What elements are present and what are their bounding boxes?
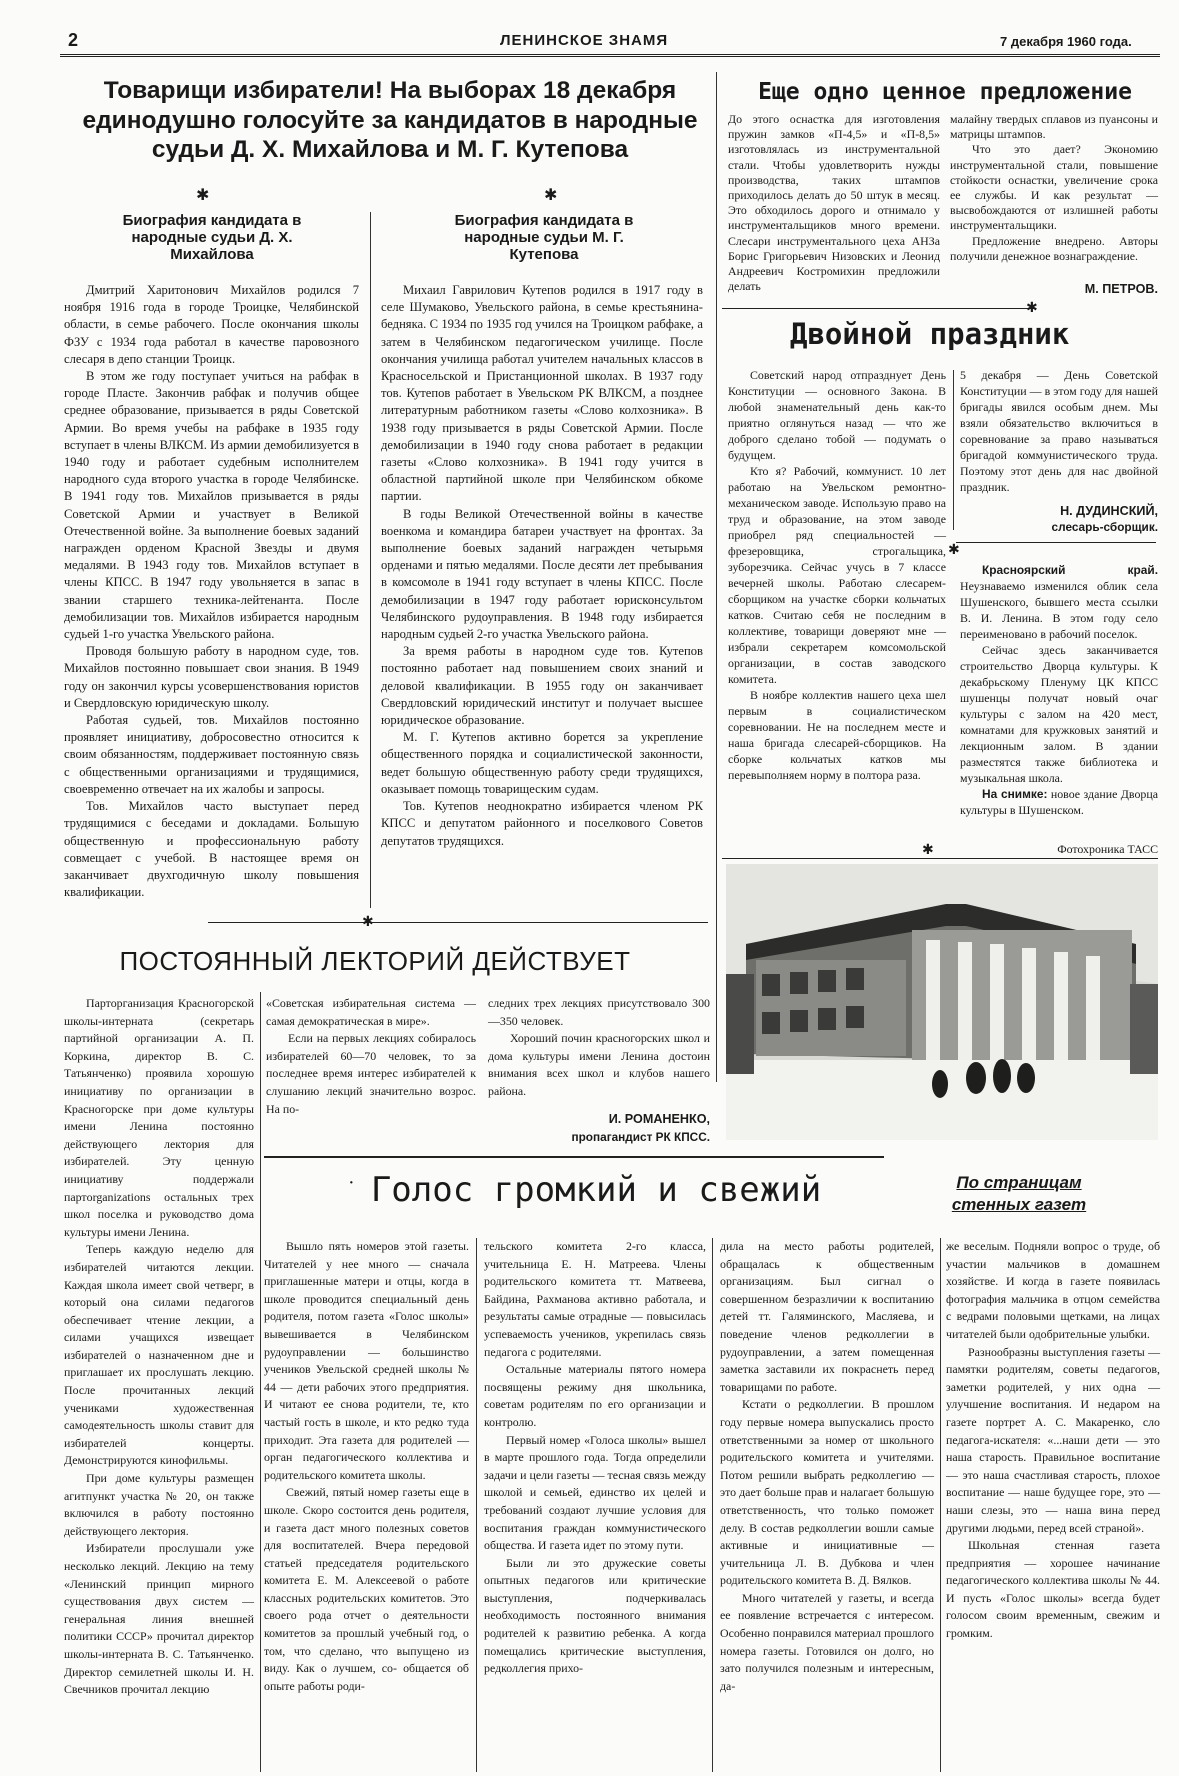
krasnoyarsk-lead: Красноярский край. [982,563,1158,577]
voice-divider-3 [940,1238,941,1772]
voice-col1-p1: Вышло пять номеров этой газеты. Читателей у нее много — сначала приглашенные матери и отцы, когда в школе проводится специальный день родителя, потом газета «Голос школы» вывешивается в Челябинском рудоуправлении — большинство учеников Увельской средней школы № 44 — дети рабочих этого предприятия. И читают ее снова родители, те, кто частый гость в школе, и кто редко туда приходит. Эта газета для родителей — орган педагогического коллектива и родительского комитета школы. [264,1239,469,1482]
voice-col3-p2: Кстати о редколлегии. В прошлом году первые номера выпускались просто ответственными за номер от школьного родительского комитета и учителями. Потом решили выбрать редколлегию — это дает больше прав и налагает большую ответственность, что только поможет делу. В состав редколлегии вошли самые активные и инициативные — учительница Л. В. Дубкова и член родительского комитета В. Д. Вялков. [720,1397,934,1588]
photo-ornament: ✱ [922,843,934,858]
lecture-ornament: ✱ [362,915,374,930]
holiday-col2: 5 декабря — День Советской Конституции — в этом году для нашей бригады явился особым днем. Мы взяли обязательство включиться в соревнование за право называться бригадой коммунистического труда. Поэтому этот день для нас двойной праздник. [960,368,1158,494]
stennye-gazety-title: По страницам стенных газет [951,1173,1087,1214]
page-number: 2 [68,30,79,50]
photo-caption [960,786,1158,818]
krasnoyarsk-ornament: ✱ [948,543,960,558]
voice-col4-p3: Школьная стенная газета предприятия — хорошее начинание педагогического коллектива школы № 44. И пусть «Голос школы» всегда будет голосом своим временным, свежим и громким. [946,1538,1160,1641]
bio-kutepov-title: Биография кандидата в народные судьи М. Г. Кутепова [454,212,634,263]
bio-kutepov-p5: Тов. Кутепов неоднократно избирается членом РК КПСС и депутатом районного и поселкового Советов депутатов трудящихся. [381,799,703,848]
masthead-rule [60,54,1160,57]
palace-of-culture-photo [726,864,1158,1140]
holiday-end-rule [956,542,1156,543]
lecture-col2-p1: «Советская избирательная система — самая демократическая в мире». [266,996,476,1028]
holiday-col1 [728,367,946,783]
voice-col2-p1: тельского комитета 2-го класса, учительница Е. Н. Матреева. Члены родительского комитета тт. Матвеева, Байдина, Рахманова активно работала, и результаты самые отрадные — повысилась успеваемость учеников, укрепилась связь педагога с родителями. [484,1239,706,1359]
voice-col3-p1: дила на место работы родителей, обращалась к общественным организациям. Был сигнал о совершенном безразличии к воспитанию детей тт. Галяминского, Масляева, и поведение членов редколлегии в рудоуправлении, а затем помещенная заметка заставили их покраснеть перед товарищами по работе. [720,1239,934,1394]
lecture-col2-p2: Если на первых лекциях собиралось избирателей 60—70 человек, то за последнее время интерес избирателей к слушанию лекций значительно возрос. На по- [266,1031,476,1116]
proposal-rule [722,308,1034,309]
bio-kutepov-p2: В годы Великой Отечественной войны в качестве военкома и командира батареи участвует на фронтах. За выполнение боевых заданий награжден четырьмя орденами и пятью медалями. После десяти лет пребывания в комсомоле в 1941 году вступает в члены КПСС. После демобилизации в 1947 году работает юрисконсультом Челябинского рудоуправления. В 1948 году избирается народным судьей 2-го участка Увельского района. [381,506,703,642]
voice-top-rule [264,1156,884,1158]
holiday-col1-p3: В ноябре коллектив нашего цеха шел первым в социалистическом соревновании. Не на последнем месте и наша бригада слесарей-сборщиков. На сборке кольчатых катков мы перевыполняем норму в полтора раза. [728,688,946,782]
proposal-col2-p2: Что это дает? Экономию инструментальной стали, повышение стойкости оснастки, увеличение срока ее службы. И как результат — высвобождаются от излишней работы инструментальщики. [950,142,1158,233]
paper-name: ЛЕНИНСКОЕ ЗНАМЯ [500,32,669,49]
voice-headline: Голос громкий и свежий [370,1170,822,1210]
proposal-col1: До этого оснастка для изготовления пружин замков «П-4,5» и «П-8,5» изготовлялась из инструментальной стали. Чтобы удовлетворить нужды производства, таких штампов приходилось делать до 50 штук в месяц. Это обходилось дорого и отнимало у инструментальщиков много времени. Слесари инструментального цеха АНЗа Борис Григорьевич Низовских и Леонид Андреевич Костромихин предложили делать [728,112,940,294]
voice-col4-p1: же веселым. Подняли вопрос о труде, об участии мальчиков в домашнем хозяйстве. И когда в газете появилась фотография мальчика в отцом семейства с ведрами половыми щетками, на лицах читателей были одобрительные улыбки. [946,1239,1160,1341]
krasnoyarsk-text [960,562,1158,818]
holiday-col1-p1: Советский народ отпразднует День Конституции — основного Закона. В любой знаменательный день как-то приятно оглянуться назад — что же доброго сделано тобой — подумать о будущем. [728,368,946,462]
bio-mikhailov-p1: Дмитрий Харитонович Михайлов родился 7 ноября 1916 года в городе Троицке, Челябинской области, в семье рабочего. После окончания школы ФЗУ с 1934 года работал в качестве паровозного слесаря в депо станции Троицк. [64,283,359,366]
krasnoyarsk-p2: Сейчас здесь заканчивается строительство Дворца культуры. К декабрьскому Пленуму ЦК КПСС шушенцы получат новый очаг культуры с залом на 420 мест, комнатами для кружковых занятий и лекционным залом. В здании разместятся также библиотека и музыкальная школа. [960,643,1158,785]
lecture-col1-p1: Парторганизация Красногорской школы-интерната (секретарь партийной организации А. П. Коркина, директор В. С. Татьянченко) проявила хорошую инициативу по организации в Красногорске при доме культуры имени Ленина постоянно действующего лектория для избирателей. Эту ценную инициативу поддержали партorganizations остальных трех школ поселка и руководство дома культуры имени Ленина. [64,996,254,1239]
lecture-top-rule [208,922,708,923]
krasnoyarsk-p1 [960,562,1158,642]
bio-mikhailov-text [64,282,359,901]
voice-col2-p3: Первый номер «Голоса школы» вышел в марте прошлого года. Тогда определили задачи и цели газеты — тесная связь между школой и семьей, единство их целей и требований создают лучшие условия для воспитания граждан коммунистического общества. И газета идет по этому пути. [484,1432,706,1553]
photo-caption-lead: На снимке: [982,787,1048,801]
voice-col2-p4: Были ли это дружеские советы опытных педагогов или критические выступления, подчеркивалась необходимость постоянного внимания родителей к развитию ребенка. А когда помещались критические выступления, редколлегия прихо- [484,1555,706,1676]
bio-mikhailov-p4: Работая судьей, тов. Михайлов постоянно проявляет инициативу, добросовестно относится к своим обязанностям, поддерживает постоянную связь с общественными организациями и трудящимися, своевременно отвечает на их жалобы и запросы. [64,713,359,796]
holiday-signature-role: слесарь-сборщик. [1051,520,1158,534]
holiday-divider [953,370,954,530]
voice-col4 [946,1238,1160,1643]
proposal-signature: М. ПЕТРОВ. [1084,282,1158,296]
holiday-col1-p2: Кто я? Рабочий, коммунист. 10 лет работаю на Увельском ремонтно-механическом заводе. Использую право на труд и образование, на этом заводе приобрел ряд специальностей — фрезеровщика, строгальщика, зуборезчика. Сейчас учусь в 7 классе вечерней школы. Работаю слесарем-сборщиком на участке сборки кольчатых катков. Считаю себя не последним в коллективе, товарищи доверяют мне — избрали секретарем комсомольской организации, в состав заводского комитета. [728,464,946,686]
lecture-divider-1 [260,992,261,1772]
main-vertical-divider [716,72,717,1082]
voice-col4-p2: Разнообразны выступления газеты — памятки родителям, советы педагогов, заметки родителей, у них одна — улучшение воспитания. И недаром на газете портрет А. С. Макаренко, сло педагога-искателя: «...наши дети — это наша старость. Правильное воспитание — это наша счастливая старость, плохое воспитание — наше будущее горе, это — наши слезы, это — наша вина перед другими людьми, перед всей страной». [946,1344,1160,1535]
star-ornament-left: ✱ [196,187,210,204]
bio-kutepov-text [381,282,703,850]
lecture-col1-p3: При доме культуры размещен агитпункт участка № 20, он также включился в работу постоянно действующего лектория. [64,1471,254,1538]
election-headline: Товарищи избиратели! На выборах 18 декабря единодушно голосуйте за кандидатов в народные судьи Д. Х. Михайлова и М. Г. Кутепова [82,77,698,163]
voice-bullet: · [348,1172,355,1194]
lecture-col1-p2: Теперь каждую неделю для избирателей читаются лекции. Каждая школа имеет свой четверг, в который она силами педагогов обеспечивает чтение лекции, а силами учащихся извещает избирателей о назначенном дне и приглашает их прослушать лекцию. После прочитанных лекций учениками художественная самодеятельность школы ставит для избирателей концерты. Демонстрируются кинофильмы. [64,1242,254,1468]
voice-divider-2 [712,1238,713,1772]
proposal-headline: Еще одно ценное предложение [758,79,1132,105]
proposal-col2-p1: малайну твердых сплавов из пуансоны и матрицы штампов. [950,112,1158,142]
bio-kutepov-p1: Михаил Гаврилович Кутепов родился в 1917 году в селе Шумаково, Увельского района, в семье крестьянина-бедняка. С 1934 по 1935 год учился на Троицком рабфаке, а затем в Челябинском педагогическом училище. После окончания училища работал учителем начальных классов в Красносельской и Пристанционной школах. В 1937 году тов. Кутепов работает в Увельском РК ВЛКСМ, а позднее литературным работником газеты «Слово колхозника». В 1938 году призывается в ряды Советской Армии. После демобилизации в 1940 году снова работает в редакции газеты «Слово колхозника». В 1941 году учится в областной партийной школе при Челябинском обкоме партии. [381,283,703,504]
voice-col2-p2: Остальные материалы пятого номера посвящены режиму дня школьника, советам родителям по его организации и контролю. [484,1362,706,1429]
voice-col1 [264,1238,469,1695]
photo-credit: Фотохроника ТАСС [1057,842,1158,856]
lecture-col1-p4: Избиратели прослушали уже несколько лекций. Лекцию на тему «Ленинский принцип мирного существования двух систем — генеральная линия внешней политики СССР» прочитал директор школы-интерната В. С. Татьянченко. Директор семилетней школы И. Н. Свечников прочитал лекцию [64,1541,254,1697]
voice-col2 [484,1238,706,1678]
bio-mikhailov-p3: Проводя большую работу в народном суде, тов. Михайлов постоянно повышает свои знания. В 1949 году он закончил курсы усовершенствования юристов и Свердловскую юридическую школу. [64,644,359,710]
lecture-col3 [488,995,710,1101]
voice-col3-p3: Много читателей у газеты, и всегда ее появление встречается с интересом. Особенно понравился материал прошлого номера газеты. Готовился он долго, но зато получился полезным и интересным, да- [720,1590,934,1693]
bio-kutepov-p4: М. Г. Кутепов активно борется за укрепление общественного порядка и социалистической законности, ведет большую общественную работу среди трудящихся, оказывает помощь товарищеским судам. [381,730,703,796]
lecture-signature: И. РОМАНЕНКО, [608,1112,710,1126]
proposal-col2 [950,112,1158,264]
bio-kutepov-p3: За время работы в народном суде тов. Кутепов постоянно работает над повышением своих знаний и деловой квалификации. В 1955 году он заканчивает Свердловский юридический институт и получает высшее юридическое образование. [381,644,703,728]
krasnoyarsk-p1-text: Неузнаваемо изменился облик села Шушенского, бывшего места ссылки В. И. Ленина. В этом году село переименовано в рабочий поселок. [960,579,1158,641]
star-ornament-right: ✱ [544,187,558,204]
lecture-col3-p2: Хороший почин красногорских школ и дома культуры имени Ленина достоин внимания всех школ и клубов нашего района. [488,1031,710,1098]
bio-column-divider [370,212,371,908]
photo-caption-text: новое здание Дворца культуры в Шушенском. [960,787,1158,817]
lecture-col1 [64,995,254,1699]
lecture-col3-p1: следних трех лекциях присутствовало 300—350 человек. [488,996,710,1028]
bio-mikhailov-p5: Тов. Михайлов часто выступает перед трудящимися с беседами и докладами. Большую общественную и профессиональную работу совмещает с учебой. В настоящее время он заканчивает двухгодичную школу повышения квалификации. [64,799,359,900]
voice-col3 [720,1238,934,1695]
palace-of-culture-image [726,864,1158,1140]
voice-divider-1 [476,1238,477,1772]
holiday-signature: Н. ДУДИНСКИЙ, [1060,504,1158,518]
lecture-col2 [266,995,476,1118]
photo-top-rule [722,858,1158,859]
proposal-col2-p3: Предложение внедрено. Авторы получили денежное вознаграждение. [950,233,1158,263]
issue-date: 7 декабря 1960 года. [1000,34,1132,49]
lecture-signature-role: пропагандист РК КПСС. [571,1130,710,1144]
bio-mikhailov-p2: В этом же году поступает учиться на рабфак в городе Пласте. Закончив рабфак и получив общее среднее образование, призывается в ряды Советской Армии. Во время учебы на рабфаке в 1935 году вступает в члены ВЛКСМ. Из армии демобилизуется в 1940 году и работает судебным исполнителем народного суда второго участка в городе Челябинске. В 1941 году тов. Михайлов призывается в ряды Советской Армии и участвует в Великой Отечественной войне. За выполнение боевых заданий награжден орденом Красной Звезды и двумя медалями. В 1943 году тов. Михайлов вступает в члены КПСС. В 1947 году увольняется в запас в звании старшего техника-лейтенанта. После демобилизации тов. Михайлов избирается народным судьей 1-го участка Увельского района. [64,369,359,642]
proposal-rule-ornament: ✱ [1026,301,1038,316]
holiday-headline: Двойной праздник [790,317,1070,351]
lecture-headline: ПОСТОЯННЫЙ ЛЕКТОРИЙ ДЕЙСТВУЕТ [119,946,631,976]
bio-mikhailov-title: Биография кандидата в народные судьи Д. Х. Михайлова [122,212,302,263]
voice-col1-p2: Свежий, пятый номер газеты еще в школе. Скоро состоится день родителя, и газета даст много полезных советов для воспитателей. Вчера передовой статьей председателя родительского комитета Е. М. Алексеевой о работе классных родительских комитетов. Это своего рода отчет о деятельности комитетов за прошлый учебный год, о том, что сделано, что выпущено из виду. Как о лучшем, со- общается об опыте работы роди- [264,1485,469,1693]
